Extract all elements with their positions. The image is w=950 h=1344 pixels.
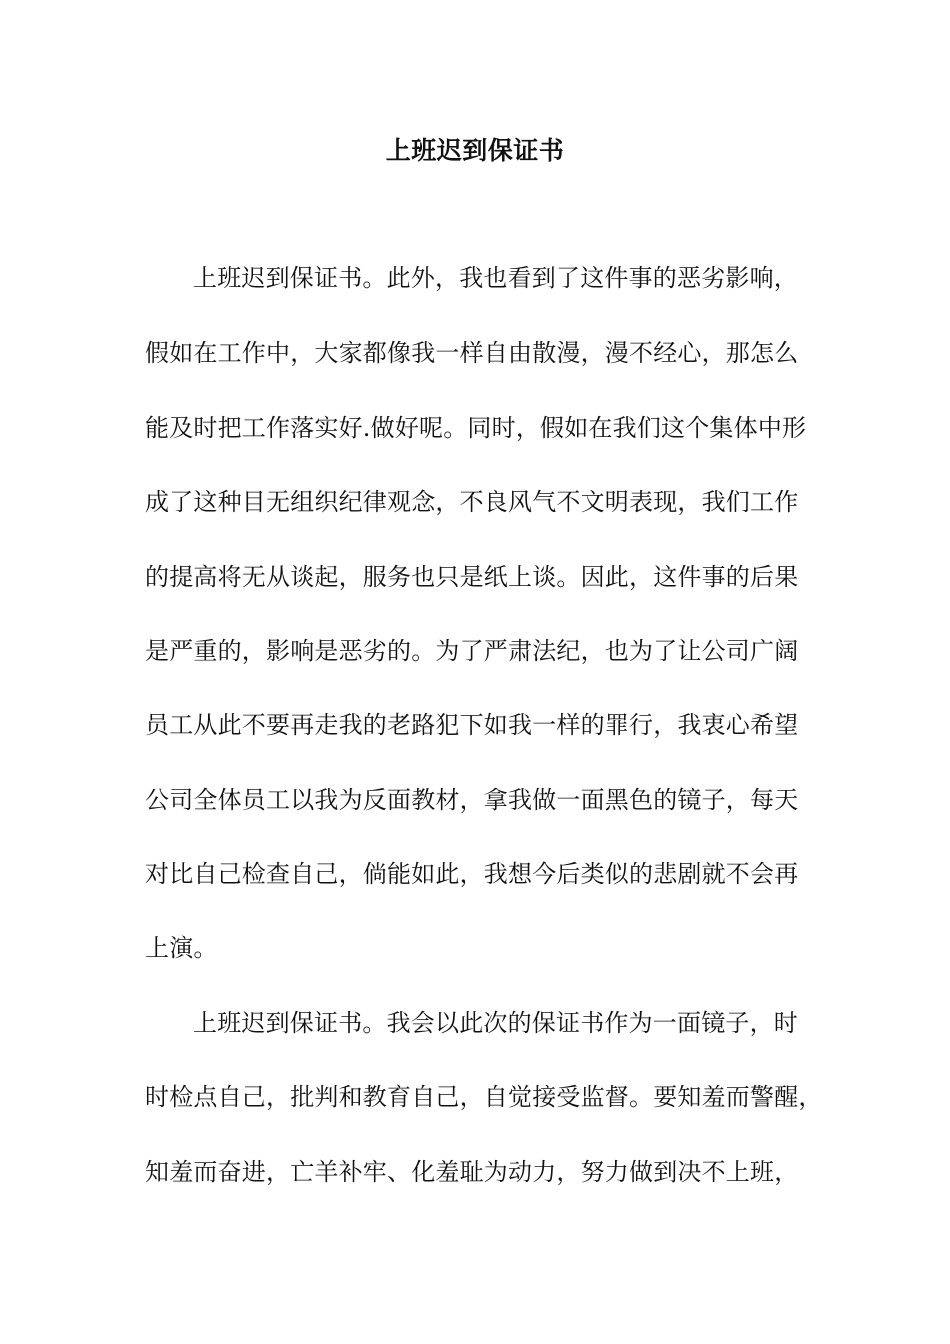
- paragraph-1-line-3: 能及时把工作落实好.做好呢。同时，假如在我们这个集体中形: [145, 414, 807, 442]
- document-title: 上班迟到保证书: [385, 136, 565, 165]
- paragraph-1-line-2: 假如在工作中，大家都像我一样自由散漫，漫不经心，那怎么: [145, 339, 799, 367]
- paragraph-1-line-7: 员工从此不要再走我的老路犯下如我一样的罪行，我衷心希望: [145, 711, 799, 739]
- paragraph-1-line-10: 上演。: [145, 934, 218, 962]
- paragraph-1-line-1: 上班迟到保证书。此外，我也看到了这件事的恶劣影响，: [193, 264, 798, 292]
- paragraph-1-line-6: 是严重的，影响是恶劣的。为了严肃法纪，也为了让公司广阔: [145, 637, 799, 665]
- paragraph-2-line-2: 时检点自己，批判和教育自己，自觉接受监督。要知羞而警醒，: [145, 1083, 823, 1111]
- paragraph-1-line-9: 对比自己检查自己，倘能如此，我想今后类似的悲剧就不会再: [145, 860, 799, 888]
- paragraph-2-line-1: 上班迟到保证书。我会以此次的保证书作为一面镜子，时: [193, 1009, 798, 1037]
- paragraph-1-line-8: 公司全体员工以我为反面教材，拿我做一面黑色的镜子，每天: [145, 786, 799, 814]
- paragraph-1-line-5: 的提高将无从谈起，服务也只是纸上谈。因此，这件事的后果: [145, 563, 799, 591]
- paragraph-1-line-4: 成了这种目无组织纪律观念，不良风气不文明表现，我们工作: [145, 488, 799, 516]
- paragraph-2-line-3: 知羞而奋进，亡羊补牢、化羞耻为动力，努力做到决不上班，: [145, 1158, 799, 1186]
